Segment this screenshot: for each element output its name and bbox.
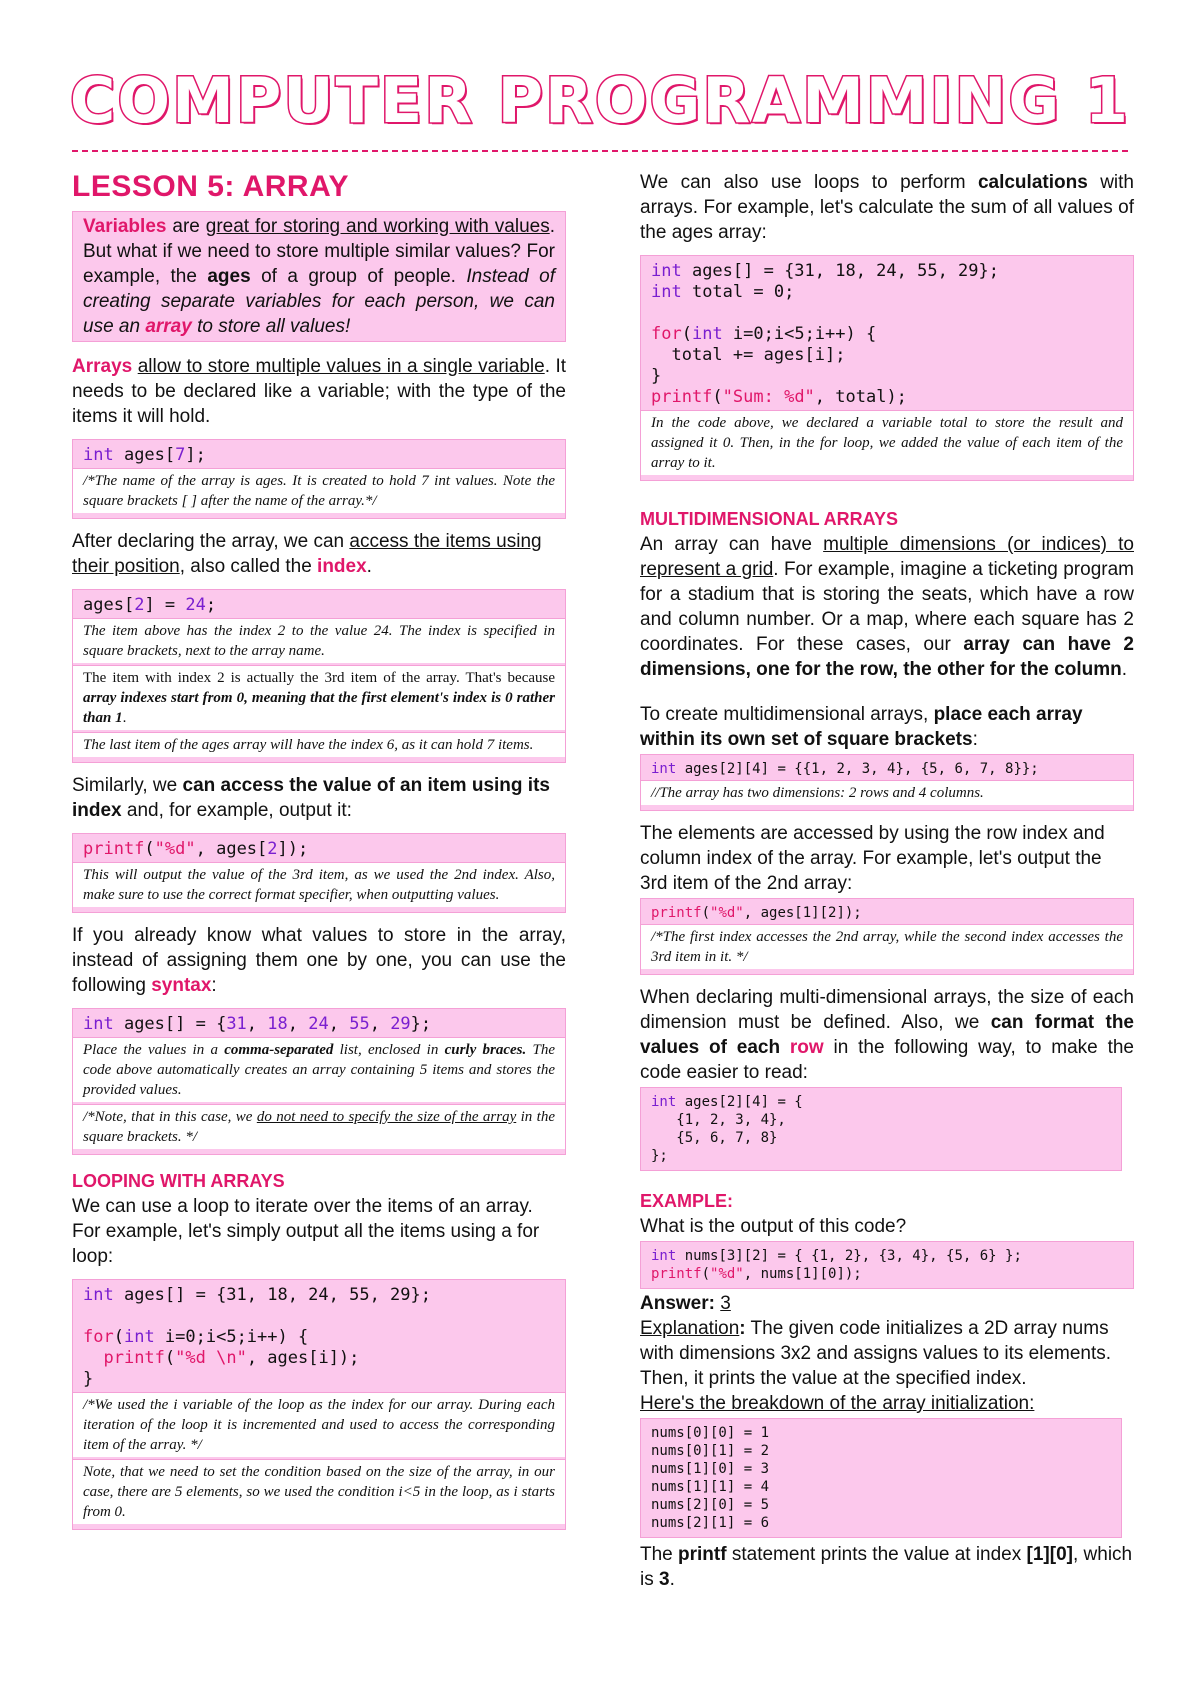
function: printf (103, 1348, 165, 1368)
number: 18 (267, 1014, 288, 1034)
text: statement prints the value at index (726, 1544, 1027, 1565)
code-line: {5, 6, 7, 8} (651, 1130, 778, 1146)
code-note: /*The first index accesses the 2nd array, while the second index accesses the 3rd item in it. */ (641, 924, 1133, 969)
keyword: int (651, 261, 682, 281)
example-heading: EXAMPLE: (640, 1191, 734, 1211)
final-paragraph (640, 1542, 1134, 1592)
code-line (83, 1327, 555, 1348)
code: i=0;i<5;i++) { (722, 324, 877, 344)
text: and, for example, output it: (121, 800, 352, 821)
text: . (1121, 659, 1127, 680)
string: "Sum: %d" (722, 387, 815, 407)
code-line (651, 387, 1123, 408)
text-bold: calculations (977, 172, 1088, 193)
code-line (83, 595, 555, 616)
code: , nums[1][0]); (743, 1266, 862, 1282)
code: ( (113, 1327, 124, 1347)
code: , ages[i]); (246, 1348, 360, 1368)
index-code-box (72, 589, 566, 763)
text-bold: [1][0] (1026, 1544, 1073, 1565)
keyword: int (691, 324, 723, 344)
breakdown-line: nums[1][1] = 4 (651, 1479, 770, 1495)
text: /*Note, that in this case, we (83, 1109, 257, 1125)
code-line: total += ages[i]; (651, 345, 846, 365)
breakdown-heading: Here's the breakdown of the array initialization: (640, 1393, 1035, 1414)
code: ages[ (83, 595, 135, 615)
code: ages[ (113, 445, 176, 465)
text: We can also use loops to perform (640, 172, 978, 193)
code-note: //The array has two dimensions: 2 rows and 4 columns. (641, 780, 1133, 805)
text: , also called the (179, 556, 318, 577)
keyword: int (651, 1094, 677, 1110)
code-note: The last item of the ages array will have the index 6, as it can hold 7 items. (73, 732, 565, 757)
number: 31 (226, 1014, 247, 1034)
text: After declaring the array, we can (72, 531, 350, 552)
code-line (651, 1247, 1123, 1265)
text: . It needs to be declared like a variable; with the type of the items it will hold. (72, 356, 567, 427)
code: , ages[ (195, 839, 268, 859)
text-bold: printf (678, 1544, 727, 1565)
code: ( (701, 905, 711, 921)
text: list, enclosed in (333, 1042, 445, 1058)
text: The item with index 2 is actually the 3rd item of the array. That's because (83, 670, 555, 686)
text: in the square brackets. */ (83, 1109, 555, 1145)
code: ]; (185, 445, 206, 465)
function: printf (651, 905, 702, 921)
keyword: int (83, 1014, 114, 1034)
text-underlined: multiple dimensions (or indices) to represent a grid (640, 534, 1134, 580)
printf-code-box (72, 833, 566, 913)
format-paragraph (640, 985, 1134, 1085)
code-line (651, 904, 1123, 922)
code-line: } (83, 1369, 94, 1389)
code-line: }; (651, 1148, 668, 1164)
number: 55 (349, 1014, 370, 1034)
text: are (166, 216, 206, 237)
code: }; (410, 1014, 432, 1034)
code: ] = (144, 595, 186, 615)
code: , (369, 1014, 391, 1034)
text-underlined: do not need to specify the size of the array (256, 1109, 517, 1125)
keyword: int (651, 761, 677, 777)
elements-paragraph: The elements are accessed by using the row index and column index of the array. For example, let's output the 3rd item of the 2nd array: (640, 823, 1105, 894)
code: nums[3][2] = { {1, 2}, {3, 4}, {5, 6} }; (676, 1248, 1022, 1264)
code-line (651, 760, 1123, 778)
code: , (328, 1014, 350, 1034)
text-underlined: access the items using their position (72, 531, 542, 577)
access-paragraph (72, 773, 566, 823)
term-ages: ages (207, 266, 251, 287)
text: To create multidimensional arrays, (640, 704, 934, 725)
code-note: /*We used the i variable of the loop as the index for our array. During each iteration of the loop it is incremented and used to access the corresponding item of the array. */ (73, 1392, 565, 1457)
term-index: index (317, 556, 367, 577)
left-column (72, 170, 566, 1540)
code-line (83, 1348, 555, 1369)
answer-value: 3 (720, 1293, 731, 1314)
text-italic: to store all values! (191, 316, 351, 337)
code-line (83, 839, 555, 860)
text: Similarly, we (72, 775, 183, 796)
multidim-printf-box (640, 898, 1134, 975)
looping-paragraph: We can use a loop to iterate over the items of an array. For example, let's simply output all the items using a for loop: (72, 1196, 540, 1267)
lesson-title: LESSON 5: ARRAY (72, 170, 350, 203)
code-line-blank (651, 303, 1123, 324)
code: ages[2][4] = { (676, 1094, 803, 1110)
text-underlined: allow to store multiple values in a single variable (137, 356, 545, 377)
answer-label: Answer: (640, 1293, 715, 1314)
explanation-label: Explanation (640, 1318, 740, 1339)
term-arrays: Arrays (72, 356, 133, 377)
function: printf (83, 839, 145, 859)
keyword: int (83, 1285, 114, 1305)
code-line: } (651, 366, 662, 386)
keyword: int (651, 1248, 677, 1264)
keyword: int (651, 282, 682, 302)
text: in the following way, to make the code easier to read: (640, 1037, 1134, 1083)
code-note: /*The name of the array is ages. It is created to hold 7 int values. Note the square brackets [ ] after the name of the array.*/ (73, 468, 565, 513)
number: 7 (175, 445, 186, 465)
text: . But what if we need to store multiple similar values? For example, the (83, 216, 555, 287)
multidim-code-box (640, 754, 1134, 811)
code: ( (164, 1348, 176, 1368)
code: ; (205, 595, 217, 615)
text-bold: array indexes start from 0, meaning that the first element's index is 0 rather than 1 (83, 690, 555, 726)
text: : (972, 729, 978, 750)
syntax-paragraph (72, 923, 566, 998)
text-italic: Instead of creating separate variables for each person, we can use an (83, 266, 555, 337)
number: 2 (134, 595, 145, 615)
declaration-code-box (72, 439, 566, 519)
text: An array can have (640, 534, 824, 555)
index-paragraph (72, 529, 566, 579)
text: : (739, 1318, 746, 1339)
code: ( (144, 839, 155, 859)
breakdown-line: nums[0][0] = 1 (651, 1425, 770, 1441)
text-bold: array can have 2 dimensions, one for the row, the other for the column (640, 634, 1134, 680)
code: ( (681, 324, 692, 344)
looping-heading: LOOPING WITH ARRAYS (72, 1171, 285, 1191)
text-bold: can format the values of each (640, 1012, 1134, 1058)
multidimensional-paragraph (640, 532, 1134, 682)
text-bold: can access the value of an item using its index (72, 775, 550, 821)
init-code-box (72, 1008, 566, 1155)
code-note: Note, that we need to set the condition based on the size of the array, in our case, there are 5 elements, so we used the condition i<5 in the loop, as i starts from 0. (73, 1459, 565, 1524)
code-note: This will output the value of the 3rd item, as we used the 2nd index. Also, make sure to use the correct format specifier, when outputting values. (73, 862, 565, 907)
arrays-paragraph (72, 354, 566, 429)
keyword: int (83, 445, 114, 465)
code: , (287, 1014, 309, 1034)
intro-box (72, 211, 566, 342)
breakdown-box (640, 1418, 1122, 1538)
code-line (83, 1285, 555, 1306)
breakdown-line: nums[1][0] = 3 (651, 1461, 770, 1477)
breakdown-line: nums[2][1] = 6 (651, 1515, 770, 1531)
breakdown-line: nums[0][1] = 2 (651, 1443, 770, 1459)
string: "%d" (154, 839, 196, 859)
text: . For example, imagine a ticketing program for a stadium that is storing the seats, which have a row and column number. Or a map, where each square has 2 coordinates. For these cases, our (640, 559, 1134, 655)
code: ages[] = { (113, 1014, 227, 1034)
code-line (651, 324, 1123, 345)
explanation-text: The given code initializes a 2D array nums with dimensions 3x2 and assigns values to its elements. Then, it prints the value at the specified index. (640, 1318, 1112, 1389)
code: ]); (277, 839, 309, 859)
term-variables: Variables (83, 216, 167, 237)
code: , ages[1][2]); (743, 905, 862, 921)
term-row: row (789, 1037, 824, 1058)
number: 2 (267, 839, 278, 859)
code-line (651, 261, 1123, 282)
code-note (73, 1037, 565, 1102)
number: 24 (308, 1014, 329, 1034)
text: . (669, 1569, 675, 1590)
text: Place the values in a (83, 1042, 225, 1058)
answer-line (640, 1291, 1134, 1316)
text-bold: place each array within its own set of square brackets (640, 704, 1083, 750)
code-note: In the code above, we declared a variable total to store the result and assigned it 0. Then, in the for loop, we added the value of each item of the array to it. (641, 410, 1133, 475)
code-line (83, 445, 555, 466)
code: ( (712, 387, 723, 407)
text: with arrays. For example, let's calculate the sum of all values of the ages array: (640, 172, 1134, 243)
right-column (640, 170, 1134, 1592)
term-syntax: syntax (151, 975, 212, 996)
text: When declaring multi-dimensional arrays, the size of each dimension must be defined. Also, we (640, 987, 1134, 1033)
sum-code-box (640, 255, 1134, 481)
code-line (651, 1265, 1123, 1286)
code-note (73, 665, 565, 730)
text-bold: curly braces. (444, 1042, 527, 1058)
string: "%d" (710, 905, 744, 921)
formatted-code-box (640, 1087, 1122, 1171)
code: , total); (814, 387, 907, 407)
code-line (83, 1014, 555, 1035)
code-line (651, 282, 1123, 303)
code: ( (701, 1266, 711, 1282)
code-line-blank (83, 1306, 555, 1327)
keyword: int (123, 1327, 155, 1347)
text: The (640, 1544, 679, 1565)
explanation (640, 1316, 1134, 1391)
calc-paragraph (640, 170, 1134, 245)
loop-code-box (72, 1279, 566, 1530)
text: , which is (640, 1544, 1133, 1590)
string: "%d \n" (175, 1348, 247, 1368)
code-note (73, 1104, 565, 1149)
code: ages[2][4] = {{1, 2, 3, 4}, {5, 6, 7, 8}}; (676, 761, 1039, 777)
keyword: for (651, 324, 682, 344)
number: 29 (390, 1014, 411, 1034)
keyword: for (83, 1327, 114, 1347)
code: ages[] = {31, 18, 24, 55, 29}; (681, 261, 999, 281)
string: "%d" (710, 1266, 744, 1282)
text: : (211, 975, 217, 996)
code: total = 0; (681, 282, 795, 302)
example-code-box (640, 1241, 1134, 1289)
text: The code above automatically creates an array containing 5 items and stores the provided values. (83, 1042, 555, 1098)
example-question: What is the output of this code? (640, 1216, 907, 1237)
multidimensional-heading: MULTIDIMENSIONAL ARRAYS (640, 509, 899, 529)
code: ages[] = {31, 18, 24, 55, 29}; (113, 1285, 431, 1305)
function: printf (651, 387, 713, 407)
text: If you already know what values to store in the array, instead of assigning them one by one, you can use the following (72, 925, 566, 996)
create-paragraph (640, 702, 1134, 752)
code-line (651, 1093, 1111, 1111)
function: printf (651, 1266, 702, 1282)
code-note: The item above has the index 2 to the value 24. The index is specified in square brackets, next to the array name. (73, 618, 565, 663)
breakdown-line: nums[2][0] = 5 (651, 1497, 770, 1513)
number: 24 (185, 595, 206, 615)
term-array: array (145, 316, 192, 337)
code: i=0;i<5;i++) { (154, 1327, 309, 1347)
page-title: COMPUTER PROGRAMMING 1 (69, 64, 1131, 137)
text: of a group of people. (250, 266, 467, 287)
text: . (366, 556, 372, 577)
text-bold: 3 (659, 1569, 670, 1590)
title-divider (72, 150, 1128, 152)
text-underlined: great for storing and working with values (205, 216, 550, 237)
code-line: {1, 2, 3, 4}, (651, 1112, 786, 1128)
text-bold: comma-separated (224, 1042, 334, 1058)
code: , (246, 1014, 268, 1034)
text: . (122, 710, 127, 726)
